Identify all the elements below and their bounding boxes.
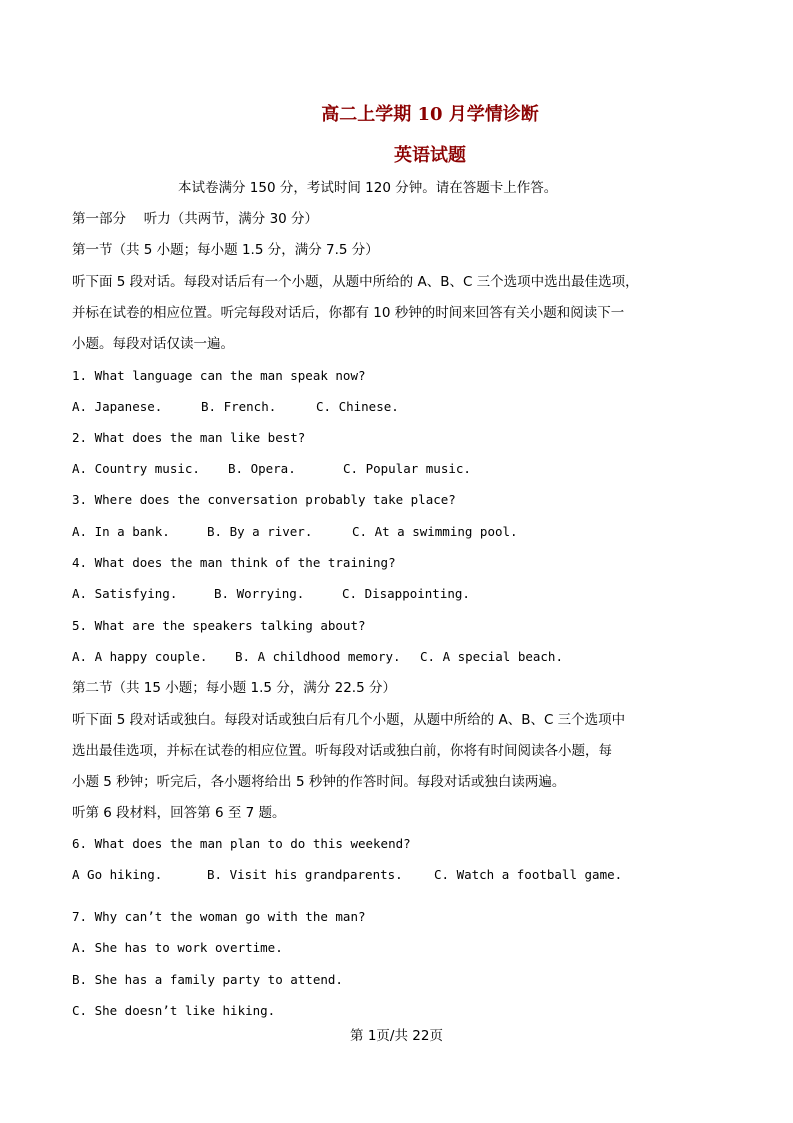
option-b: B. Visit his grandparents.: [207, 867, 403, 882]
question-6: 6. What does the man plan to do this weekend?: [72, 836, 411, 851]
question-1-options: [72, 398, 399, 416]
exam-subtitle: 英语试题: [394, 145, 466, 166]
question-4-options: [72, 585, 470, 603]
page-footer: 第 1页/共 22页: [350, 1028, 443, 1044]
section1-instruction-line: 听下面 5 段对话。每段对话后有一个小题，从题中所给的 A、B、C 三个选项中选出最佳选项，: [72, 274, 639, 290]
option-a: A. Satisfying.: [72, 586, 178, 601]
question-6-options: [72, 866, 622, 884]
question-3: 3. Where does the conversation probably take place?: [72, 492, 456, 507]
option-b: B. French.: [201, 399, 277, 414]
option-c: C. She doesn’t like hiking.: [72, 1003, 276, 1018]
exam-intro: 本试卷满分 150 分，考试时间 120 分钟。请在答题卡上作答。: [178, 180, 558, 196]
section1-instruction-line: 并标在试卷的相应位置。听完每段对话后，你都有 10 秒钟的时间来回答有关小题和阅读下一: [72, 305, 625, 321]
option-b: B. Worrying.: [214, 586, 305, 601]
option-b: B. A childhood memory.: [235, 649, 401, 664]
part1-heading: 第一部分 听力（共两节，满分 30 分）: [72, 211, 319, 227]
option-c: C. Watch a football game.: [434, 867, 623, 882]
question-5-options: [72, 648, 563, 666]
option-a: A. A happy couple.: [72, 649, 208, 664]
option-c: C. A special beach.: [420, 649, 563, 664]
section2-heading: 第二节（共 15 小题；每小题 1.5 分，满分 22.5 分）: [72, 680, 396, 696]
exam-title: 高二上学期 10 月学情诊断: [321, 104, 539, 125]
option-c: C. Disappointing.: [342, 586, 470, 601]
option-b: B. She has a family party to attend.: [72, 972, 343, 987]
section1-heading: 第一节（共 5 小题；每小题 1.5 分，满分 7.5 分）: [72, 242, 379, 258]
option-c: C. At a swimming pool.: [352, 524, 518, 539]
question-2: 2. What does the man like best?: [72, 430, 306, 445]
section1-instruction-line: 小题。每段对话仅读一遍。: [72, 336, 234, 352]
question-1: 1. What language can the man speak now?: [72, 368, 366, 383]
section2-instruction-line: 选出最佳选项，并标在试卷的相应位置。听每段对话或独白前，你将有时间阅读各小题，每: [72, 743, 612, 759]
question-3-options: [72, 523, 518, 541]
material-note: 听第 6 段材料，回答第 6 至 7 题。: [72, 805, 286, 821]
option-c: C. Chinese.: [316, 399, 399, 414]
option-a: A. She has to work overtime.: [72, 940, 283, 955]
option-a: A. Japanese.: [72, 399, 163, 414]
question-5: 5. What are the speakers talking about?: [72, 618, 366, 633]
option-a: A. In a bank.: [72, 524, 170, 539]
option-b: B. Opera.: [228, 461, 296, 476]
section2-instruction-line: 听下面 5 段对话或独白。每段对话或独白后有几个小题，从题中所给的 A、B、C 三个选项中: [72, 712, 626, 728]
option-c: C. Popular music.: [343, 461, 471, 476]
question-4: 4. What does the man think of the training?: [72, 555, 396, 570]
option-a: A Go hiking.: [72, 867, 163, 882]
option-b: B. By a river.: [207, 524, 313, 539]
option-a: A. Country music.: [72, 461, 200, 476]
question-2-options: [72, 460, 471, 478]
section2-instruction-line: 小题 5 秒钟；听完后，各小题将给出 5 秒钟的作答时间。每段对话或独白读两遍。: [72, 774, 566, 790]
question-7: 7. Why can’t the woman go with the man?: [72, 909, 366, 924]
